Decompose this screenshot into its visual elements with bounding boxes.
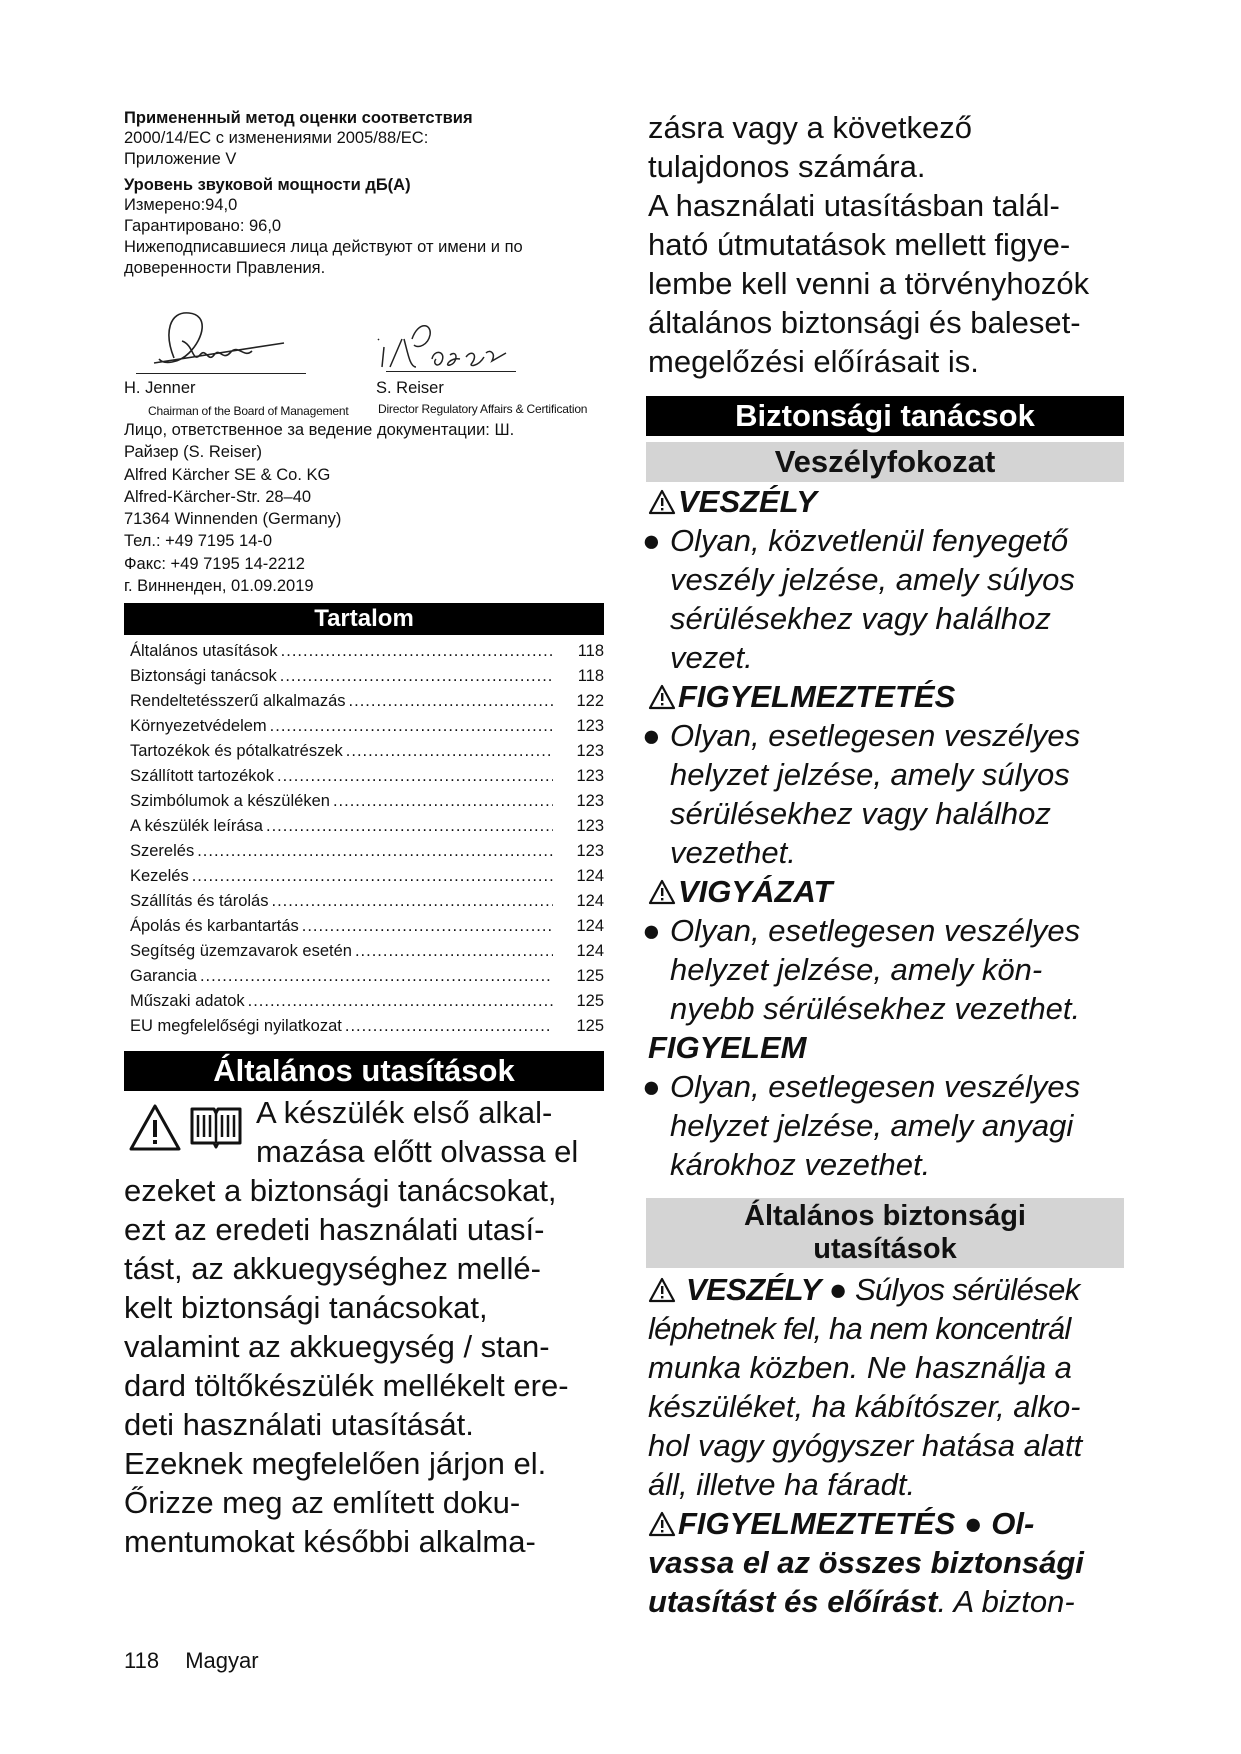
reiser-signature bbox=[374, 309, 534, 379]
signature-line bbox=[136, 373, 306, 374]
body-line: készüléket, ha kábítószer, alko- bbox=[648, 1389, 1081, 1424]
general-safety-text bbox=[648, 1270, 1130, 1621]
warning-triangle-icon bbox=[648, 1511, 676, 1537]
hazard-level-description: ● Olyan, esetlegesen veszélyes helyzet jelzése, amely kön- nyebb sérülésekhez vezethet. bbox=[642, 913, 1081, 1026]
body-line: A használati utasításban talál- bbox=[648, 188, 1060, 223]
toc-entry[interactable]: Szerelés ..... 123 bbox=[124, 839, 604, 864]
toc-entry[interactable]: Tartozékok és pótalkatrészek ..... 123 bbox=[124, 739, 604, 764]
body-line: dard töltőkészülék mellékelt ere- bbox=[124, 1368, 569, 1404]
toc-entry[interactable]: Rendeltetésszerű alkalmazás ..... 122 bbox=[124, 689, 604, 714]
body-line: Őrizze meg az említett doku- bbox=[124, 1485, 521, 1521]
jenner-signature bbox=[134, 303, 304, 383]
body-line: áll, illetve ha fáradt. bbox=[648, 1467, 916, 1502]
conformity-line: доверенности Правления. bbox=[124, 259, 326, 277]
signer-role: Chairman of the Board of Management bbox=[148, 404, 349, 418]
body-line: lembe kell venni a törvényhozók bbox=[648, 266, 1090, 301]
conformity-method-title: Примененный метод оценки соответствия bbox=[124, 109, 473, 127]
hazard-levels bbox=[642, 482, 1130, 1184]
signature-block bbox=[124, 289, 604, 439]
hazard-level-description: ● Olyan, esetlegesen veszélyes helyzet jelzése, amely súlyos sérülésekhez vagy halálhoz vezethet. bbox=[642, 718, 1081, 870]
conformity-line: Гарантировано: 96,0 bbox=[124, 217, 282, 235]
body-line: utasítást és előírást. A bizton- bbox=[648, 1584, 1075, 1619]
toc-entry[interactable]: Szállítás és tárolás ..... 124 bbox=[124, 889, 604, 914]
warning-line: FIGYELMEZTETÉS ● Ol- bbox=[648, 1504, 1130, 1543]
page-footer bbox=[124, 1648, 259, 1674]
body-line: hol vagy gyógyszer hatása alatt bbox=[648, 1428, 1083, 1463]
left-column bbox=[124, 108, 604, 1561]
body-line: valamint az akkuegység / stan- bbox=[124, 1329, 550, 1365]
contact-line: 71364 Winnenden (Germany) bbox=[124, 510, 342, 529]
hazard-level-heading: FIGYELMEZTETÉS bbox=[648, 677, 1130, 716]
contact-line: Факс: +49 7195 14-2212 bbox=[124, 554, 305, 573]
table-of-contents bbox=[124, 639, 604, 1039]
toc-entry[interactable]: Biztonsági tanácsok ..... 118 bbox=[124, 664, 604, 689]
manual-book-icon bbox=[188, 1101, 244, 1151]
toc-entry[interactable]: Szállított tartozékok ..... 123 bbox=[124, 764, 604, 789]
warning-triangle-icon bbox=[648, 684, 676, 710]
body-line: megelőzési előírásait is. bbox=[648, 344, 979, 379]
warning-triangle-icon bbox=[648, 879, 676, 905]
toc-entry[interactable]: Környezetvédelem ..... 123 bbox=[124, 714, 604, 739]
conformity-line: Нижеподписавшиеся лица действуют от имени и по bbox=[124, 238, 523, 256]
page-number: 118 bbox=[124, 1648, 160, 1673]
warning-triangle-icon bbox=[648, 1277, 676, 1303]
body-line: ezt az eredeti használati utasí- bbox=[124, 1212, 545, 1248]
intro-line: mazása előtt olvassa el bbox=[256, 1134, 579, 1170]
conformity-line: Приложение V bbox=[124, 150, 237, 168]
toc-entry[interactable]: Segítség üzemzavarok esetén ..... 124 bbox=[124, 939, 604, 964]
hazard-level-heading: VIGYÁZAT bbox=[648, 872, 1130, 911]
body-line: ható útmutatások mellett figye- bbox=[648, 227, 1071, 262]
warning-triangle-icon bbox=[648, 489, 676, 515]
contact-line: Райзер (S. Reiser) bbox=[124, 443, 263, 462]
signer-name: S. Reiser bbox=[376, 379, 444, 397]
sound-power-title: Уровень звуковой мощности дБ(A) bbox=[124, 176, 411, 194]
toc-entry[interactable]: Garancia ..... 125 bbox=[124, 964, 604, 989]
body-line: Ezeknek megfelelően járjon el. bbox=[124, 1446, 547, 1482]
general-safety-heading: Általános biztonsági utasítások bbox=[646, 1198, 1124, 1268]
toc-entry[interactable]: Ápolás és karbantartás ..... 124 bbox=[124, 914, 604, 939]
body-line: tást, az akkuegységhez mellé- bbox=[124, 1251, 541, 1287]
warning-triangle-icon bbox=[128, 1103, 182, 1153]
general-instructions-heading: Általános utasítások bbox=[124, 1051, 604, 1091]
toc-entry[interactable]: Általános utasítások ..... 118 bbox=[124, 639, 604, 664]
contact-line: Тел.: +49 7195 14-0 bbox=[124, 532, 273, 551]
contact-line: Alfred Kärcher SE & Co. KG bbox=[124, 465, 331, 484]
toc-entry[interactable]: EU megfelelőségi nyilatkozat ..... 125 bbox=[124, 1014, 604, 1039]
contact-line: Alfred-Kärcher-Str. 28–40 bbox=[124, 487, 312, 506]
body-line: léphetnek fel, ha nem koncentrál bbox=[648, 1311, 1071, 1346]
body-line: kelt biztonsági tanácsokat, bbox=[124, 1290, 488, 1326]
hazard-level-description: ● Olyan, közvetlenül fenyegető veszély jelzése, amely súlyos sérülésekhez vagy halálhoz vezet. bbox=[642, 523, 1075, 675]
safety-heading: Biztonsági tanácsok bbox=[646, 396, 1124, 436]
toc-entry[interactable]: Szimbólumok a készüléken ..... 123 bbox=[124, 789, 604, 814]
hazard-level-heading: VESZÉLY bbox=[648, 482, 1130, 521]
body-line: általános biztonsági és baleset- bbox=[648, 305, 1081, 340]
intro-continuation bbox=[648, 108, 1130, 381]
body-line: vassa el az összes biztonsági bbox=[648, 1545, 1084, 1580]
hazard-levels-heading: Veszélyfokozat bbox=[646, 442, 1124, 482]
danger-line: VESZÉLY ● Súlyos sérülések bbox=[648, 1270, 1130, 1309]
hazard-level-heading: FIGYELEM bbox=[648, 1030, 807, 1065]
signer-name: H. Jenner bbox=[124, 379, 196, 397]
signature-line bbox=[386, 371, 516, 372]
toc-entry[interactable]: Kezelés ..... 124 bbox=[124, 864, 604, 889]
signer-role: Director Regulatory Affairs & Certification bbox=[378, 402, 588, 416]
toc-heading: Tartalom bbox=[124, 603, 604, 635]
hazard-level-description: ● Olyan, esetlegesen veszélyes helyzet jelzése, amely anyagi károkhoz vezethet. bbox=[642, 1069, 1081, 1182]
body-line: tulajdonos számára. bbox=[648, 149, 926, 184]
body-line: mentumokat későbbi alkalma- bbox=[124, 1524, 536, 1560]
body-line: deti használati utasítását. bbox=[124, 1407, 474, 1443]
intro-line: A készülék első alkal- bbox=[256, 1095, 553, 1131]
body-line: ezeket a biztonsági tanácsokat, bbox=[124, 1173, 557, 1209]
general-instructions-text bbox=[124, 1093, 604, 1561]
contact-block bbox=[124, 419, 604, 597]
body-line: zásra vagy a következő bbox=[648, 110, 972, 145]
toc-entry[interactable]: A készülék leírása ..... 123 bbox=[124, 814, 604, 839]
footer-language: Magyar bbox=[185, 1648, 259, 1673]
toc-entry[interactable]: Műszaki adatok ..... 125 bbox=[124, 989, 604, 1014]
right-column bbox=[642, 108, 1130, 1621]
conformity-line: 2000/14/EC с изменениями 2005/88/EC: bbox=[124, 129, 429, 147]
body-line: munka közben. Ne használja a bbox=[648, 1350, 1072, 1385]
conformity-line: Измерено:94,0 bbox=[124, 196, 238, 214]
contact-line: Лицо, ответственное за ведение документации: Ш. bbox=[124, 421, 515, 439]
contact-line: г. Винненден, 01.09.2019 bbox=[124, 577, 314, 596]
